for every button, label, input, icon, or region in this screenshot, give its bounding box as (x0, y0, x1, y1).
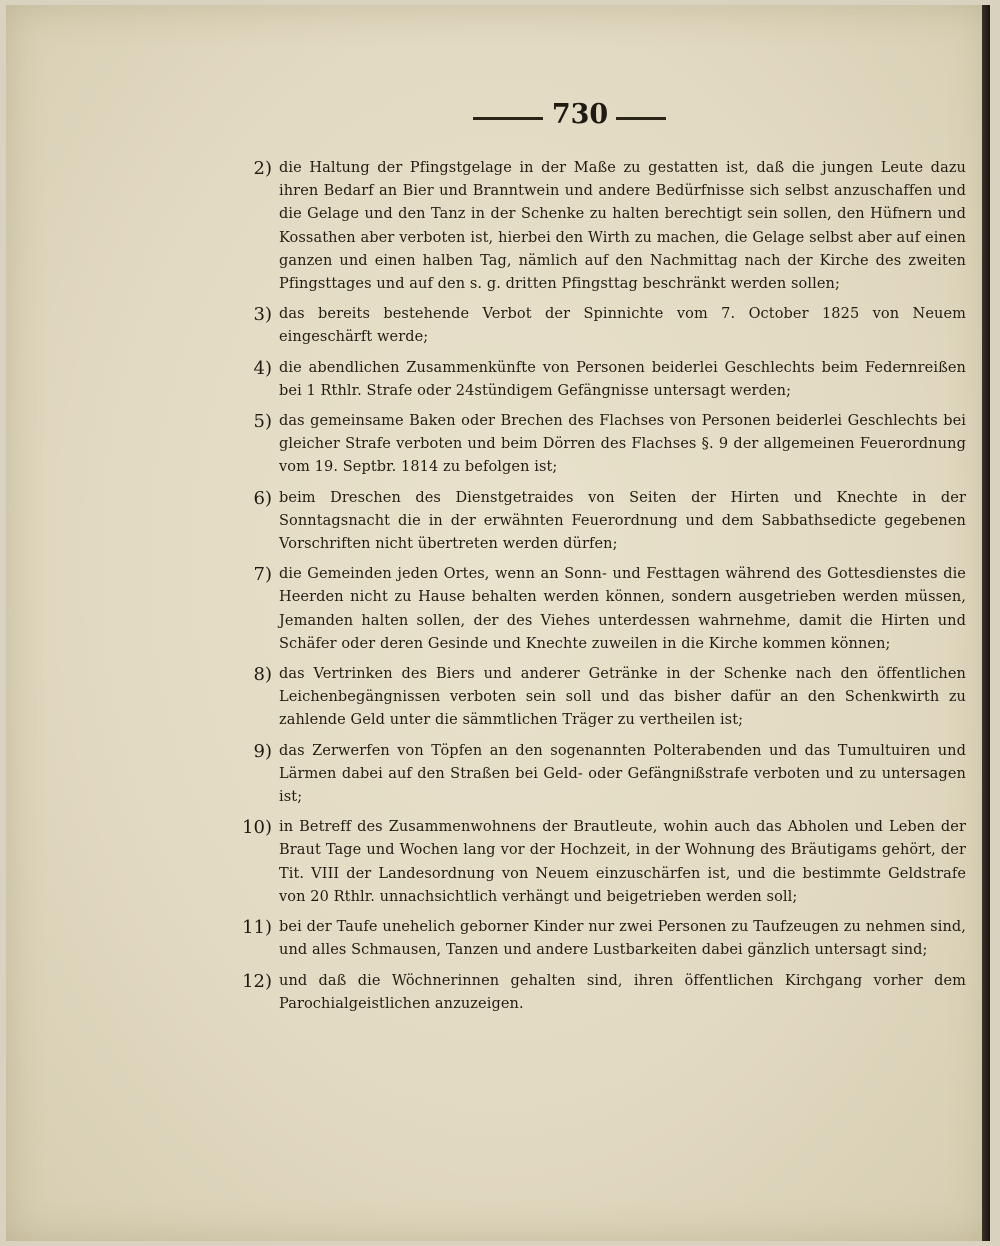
list-item-4 (236, 357, 966, 403)
list-item-3 (236, 303, 966, 349)
item-number: 3) (253, 304, 272, 326)
list-item-6 (236, 487, 966, 557)
header-rule-left (473, 117, 543, 120)
page-header (461, 97, 681, 137)
list-item-11 (236, 916, 966, 962)
page-number: 730 (551, 99, 609, 130)
list-item-10 (236, 816, 966, 909)
item-number: 2) (253, 158, 272, 179)
item-text: beim Dreschen des Dienstgetraides von Seiten der Hirten und Knechte in der Sonntagsnacht die in der erwähnten Feuerordnung und dem Sabbathsedicte gegebenen Vorschriften nicht übertreten werden dürfen; (279, 489, 966, 553)
item-number: 10) (242, 817, 272, 839)
item-number: 9) (253, 740, 272, 762)
item-number: 7) (253, 564, 272, 586)
page-edge-shadow (982, 5, 990, 1241)
item-text: die Gemeinden jeden Ortes, wenn an Sonn- und Festtagen während des Gottesdienstes die Heerden nicht zu Hause behalten werden können, sondern ausgetrieben werden müssen, Jemanden halten sollen, der des Viehes unterdessen wahrnehme, damit die Hirten und Schäfer oder deren Gesinde und Knechte zuweilen in die Kirche kommen können; (279, 566, 966, 652)
item-text: das bereits bestehende Verbot der Spinnichte vom 7. October 1825 von Neuem eingeschärft werde; (279, 306, 966, 346)
list-item-2 (236, 157, 966, 296)
item-text: bei der Taufe unehelich geborner Kinder nur zwei Personen zu Taufzeugen zu nehmen sind, und alles Schmausen, Tanzen und andere Lustbarkeiten dabei gänzlich untersagt sind; (279, 919, 966, 959)
item-number: 8) (253, 664, 272, 686)
item-text: und daß die Wöchnerinnen gehalten sind, ihren öffentlichen Kirchgang vorher dem Parochialgeistlichen anzuzeigen. (279, 972, 966, 1012)
item-number: 12) (242, 970, 272, 992)
item-number: 4) (253, 357, 272, 379)
item-text: die Haltung der Pfingstgelage in der Maße zu gestatten ist, daß die jungen Leute dazu ihren Bedarf an Bier und Branntwein und andere Bedürfnisse sich selbst anzuschaffen und die Gelage und den Tanz in der Schenke zu halten berechtigt sein sollen, den Hüfnern und Kossathen aber verboten ist, hierbei den Wirth zu machen, die Gelage selbst aber auf einen ganzen und einen halben Tag, nämlich auf den Nachmittag nach der Kirche des zweiten Pfingsttages und auf den s. g. dritten Pfingsttag beschränkt werden sollen; (279, 160, 966, 293)
item-text: das gemeinsame Baken oder Brechen des Flachses von Personen beiderlei Geschlechts bei gleicher Strafe verboten und beim Dörren des Flachses §. 9 der allgemeinen Feuerordnung vom 19. Septbr. 1814 zu befolgen ist; (279, 413, 966, 476)
item-text: die abendlichen Zusammenkünfte von Personen beiderlei Geschlechts beim Federnreißen bei 1 Rthlr. Strafe oder 24stündigem Gefängnisse untersagt werden; (279, 359, 966, 399)
list-item-5 (236, 410, 966, 480)
list-item-12 (236, 970, 966, 1016)
item-number: 11) (242, 917, 272, 939)
list-item-8 (236, 663, 966, 733)
list-item-7 (236, 563, 966, 656)
item-number: 5) (253, 411, 272, 433)
item-text: in Betreff des Zusammenwohnens der Brautleute, wohin auch das Abholen und Leben der Braut Tage und Wochen lang vor der Hochzeit, in der Wohnung des Bräutigams gehört, der Tit. VIII der Landesordnung von Neuem einzuschärfen ist, und die bestimmte Geldstrafe von 20 Rthlr. unnachsichtlich verhängt und beigetrieben werden soll; (279, 819, 966, 905)
numbered-list (236, 157, 966, 1023)
scanned-page (6, 5, 990, 1241)
header-rule-right (616, 117, 666, 120)
list-item-9 (236, 740, 966, 810)
item-text: das Zerwerfen von Töpfen an den sogenannten Polterabenden und das Tumultuiren und Lärmen dabei auf den Straßen bei Geld- oder Gefängnißstrafe verboten und zu untersagen ist; (279, 742, 966, 806)
item-number: 6) (253, 487, 272, 509)
item-text: das Vertrinken des Biers und anderer Getränke in der Schenke nach den öffentlichen Leichenbegängnissen verboten sein soll und das bisher dafür an den Schenkwirth zu zahlende Geld unter die sämmtlichen Träger zu vertheilen ist; (279, 666, 966, 729)
